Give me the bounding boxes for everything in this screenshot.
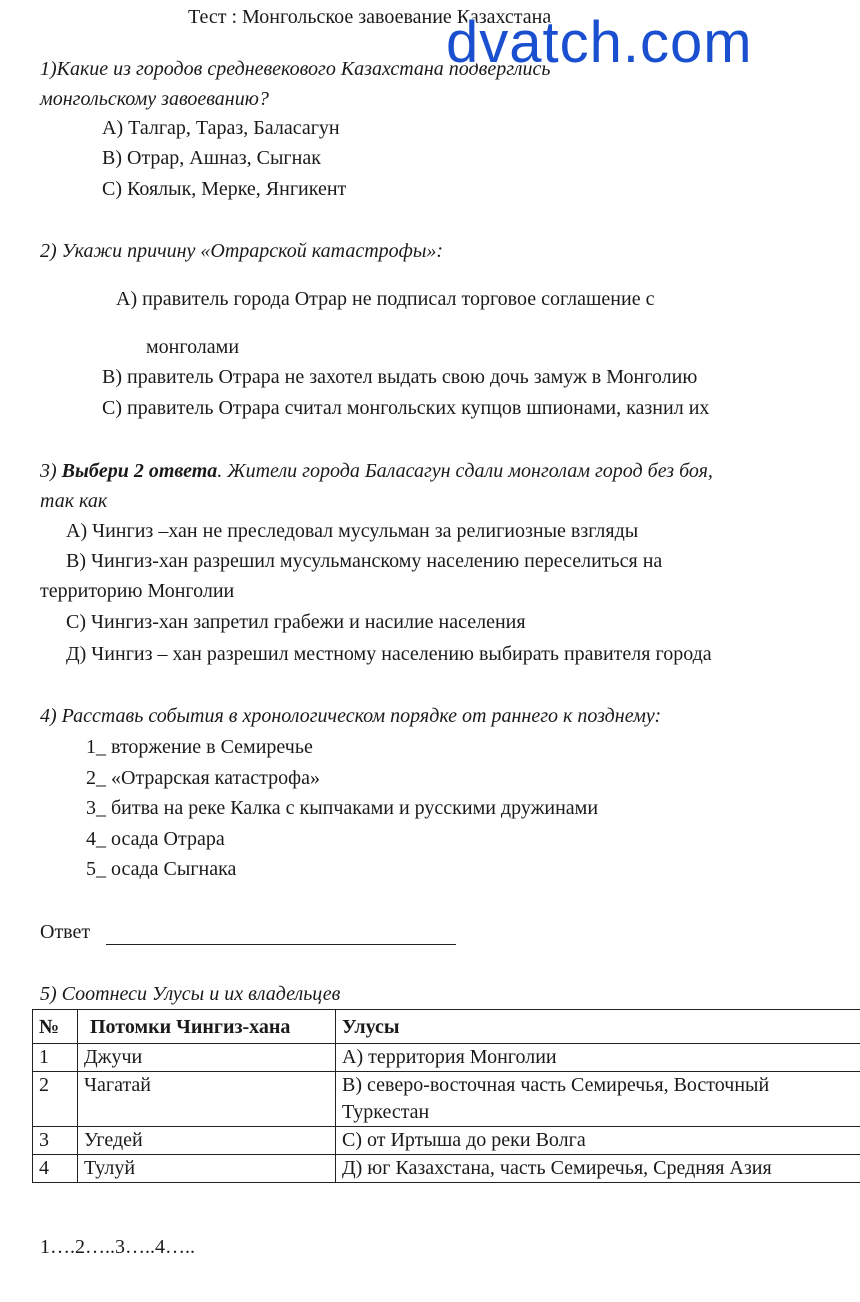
table-row bbox=[33, 1044, 860, 1072]
question-4-item-5: 5_ осада Сыгнака bbox=[86, 858, 237, 880]
question-2-option-a-line1: А) правитель города Отрар не подписал торговое соглашение с bbox=[116, 288, 655, 310]
table-row bbox=[33, 1155, 860, 1183]
question-1-option-a: А) Талгар, Тараз, Баласагун bbox=[102, 117, 340, 139]
question-2-option-a-line2: монголами bbox=[146, 336, 240, 358]
header-ulus: Улусы bbox=[336, 1010, 860, 1044]
row-ulus: Д) юг Казахстана, часть Семиречья, Средняя Азия bbox=[336, 1155, 860, 1183]
header-descendants bbox=[78, 1010, 336, 1044]
question-4-item-3: 3_ битва на реке Калка с кыпчаками и русскими дружинами bbox=[86, 797, 599, 819]
question-3-text-line1 bbox=[40, 460, 713, 483]
answer-label: Ответ bbox=[40, 921, 91, 943]
question-3-text-line2: так как bbox=[40, 490, 108, 512]
question-2-option-b: В) правитель Отрара не захотел выдать свою дочь замуж в Монголию bbox=[102, 366, 698, 388]
row-number: 3 bbox=[33, 1127, 78, 1155]
question-4-text: 4) Расставь события в хронологическом порядке от раннего к позднему: bbox=[40, 705, 662, 727]
question-3-option-b-line1: В) Чингиз-хан разрешил мусульманскому населению переселиться на bbox=[66, 550, 663, 572]
answer-line[interactable] bbox=[106, 944, 456, 945]
row-descendant: Джучи bbox=[78, 1044, 336, 1072]
question-1-text-line1: 1)Какие из городов средневекового Казахстана подверглись bbox=[40, 58, 551, 80]
row-number: 1 bbox=[33, 1044, 78, 1072]
question-2-text: 2) Укажи причину «Отрарской катастрофы»: bbox=[40, 240, 444, 262]
row-descendant: Тулуй bbox=[78, 1155, 336, 1183]
table-row bbox=[33, 1072, 860, 1127]
question-1-option-c: С) Коялык, Мерке, Янгикент bbox=[102, 178, 347, 200]
question-2-option-c: С) правитель Отрара считал монгольских купцов шпионами, казнил их bbox=[102, 397, 710, 419]
row-ulus: В) северо-восточная часть Семиречья, Восточный Туркестан bbox=[336, 1072, 860, 1127]
question-1-text-line2: монгольскому завоеванию? bbox=[40, 88, 269, 110]
row-descendant: Чагатай bbox=[78, 1072, 336, 1127]
question-3-option-d: Д) Чингиз – хан разрешил местному населению выбирать правителя города bbox=[66, 643, 712, 665]
watermark-logo: dvatch.com bbox=[446, 10, 753, 75]
table-header-row bbox=[33, 1010, 860, 1044]
question-3-rest: . Жители города Баласагун сдали монголам город без боя, bbox=[217, 460, 713, 482]
question-3-prefix: 3) bbox=[40, 460, 62, 482]
row-ulus: А) территория Монголии bbox=[336, 1044, 860, 1072]
row-number: 2 bbox=[33, 1072, 78, 1127]
header-descendants-label: Потомки Чингиз-хана bbox=[90, 1016, 291, 1038]
header-number: № bbox=[33, 1010, 78, 1044]
row-descendant: Угедей bbox=[78, 1127, 336, 1155]
question-3-option-b-line2: территорию Монголии bbox=[40, 580, 235, 602]
question-4-item-1: 1_ вторжение в Семиречье bbox=[86, 736, 313, 758]
question-4-item-2: 2_ «Отрарская катастрофа» bbox=[86, 767, 321, 789]
ulus-table bbox=[32, 1009, 860, 1183]
answer-template: 1….2…..3…..4….. bbox=[40, 1236, 195, 1258]
question-1-option-b: В) Отрар, Ашназ, Сыгнак bbox=[102, 147, 321, 169]
question-3-bold: Выбери 2 ответа bbox=[61, 460, 218, 482]
question-3-option-a: А) Чингиз –хан не преследовал мусульман за религиозные взгляды bbox=[66, 520, 639, 542]
row-number: 4 bbox=[33, 1155, 78, 1183]
page-title: Тест : Монгольское завоевание Казахстана bbox=[188, 6, 552, 28]
question-4-item-4: 4_ осада Отрара bbox=[86, 828, 225, 850]
table-row bbox=[33, 1127, 860, 1155]
row-ulus: С) от Иртыша до реки Волга bbox=[336, 1127, 860, 1155]
question-3-option-c: С) Чингиз-хан запретил грабежи и насилие населения bbox=[66, 611, 526, 633]
question-5-text: 5) Соотнеси Улусы и их владельцев bbox=[40, 983, 341, 1005]
